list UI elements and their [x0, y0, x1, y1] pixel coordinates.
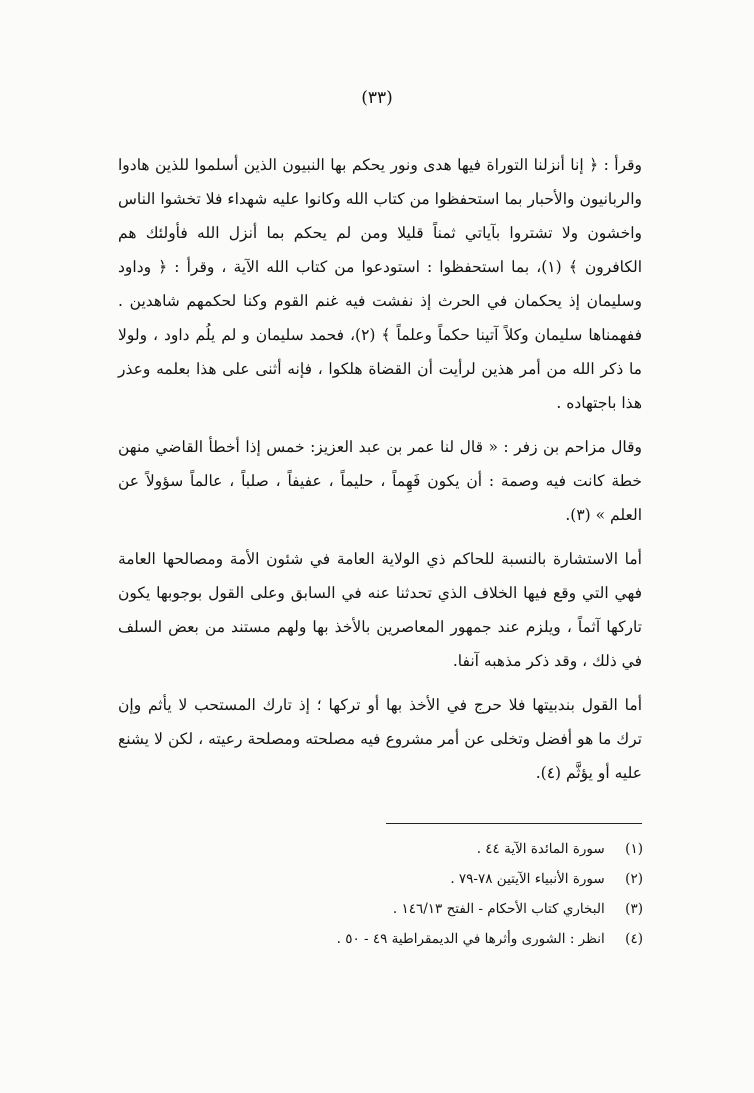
footnote-4	[300, 924, 643, 954]
footnote-number: (١)	[625, 841, 643, 857]
footnote-number: (٣)	[625, 901, 643, 917]
paragraph-muzahim-quote: وقال مزاحم بن زفر : « قال لنا عمر بن عبد العزيز: خمس إذا أخطأ القاضي منهن خطة كانت فيه وصمة : أن يكون فَهِماً ، حليماً ، عفيفاً ، صلباً ، عالماً سؤولاً عن العلم » (٣).	[118, 438, 642, 524]
footnote-text: البخاري كتاب الأحكام - الفتح ١٤٦/١٣ .	[392, 901, 605, 917]
footnote-text: انظر : الشورى وأثرها في الديمقراطية ٤٩ - ٥٠ .	[336, 931, 605, 947]
footnote-text: سورة الأنبياء الآيتين ٧٨-٧٩ .	[450, 871, 605, 887]
footnote-1	[300, 834, 643, 864]
footnote-number: (٤)	[625, 931, 643, 947]
footnote-separator	[386, 823, 642, 824]
footnote-3	[300, 894, 643, 924]
footnotes	[300, 834, 643, 954]
footnote-number: (٢)	[625, 871, 643, 887]
paragraph-recommendation: أما القول بندبيتها فلا حرج في الأخذ بها أو تركها ؛ إذ تارك المستحب لا يأثم وإن ترك ما هو أفضل وتخلى عن أمر مشروع فيه مصلحته ومصلحة رعيته ، لكن لا يشنع عليه أو يؤثَّم (٤).	[118, 696, 642, 782]
paragraph-consultation: أما الاستشارة بالنسبة للحاكم ذي الولاية العامة في شئون الأمة ومصالحها العامة فهي التي وقع فيها الخلاف الذي تحدثنا عنه في السابق وعلى القول بوجوبها يكون تاركها آثماً ، ويلزم عند جمهور المعاصرين بالأخذ بها ولهم مستند من بعض السلف في ذلك ، وقد ذكر مذهبه آنفا.	[118, 550, 642, 670]
footnote-2	[300, 864, 643, 894]
paragraph-quran-citations: وقرأ : ﴿ إنا أنزلنا التوراة فيها هدى ونور يحكم بها النبيون الذين أسلموا للذين هادوا والربانيون والأحبار بما استحفظوا من كتاب الله وكانوا عليه شهداء فلا تخشوا الناس واخشون ولا تشتروا بآياتي ثمناً قليلا ومن لم يحكم بما أنزل الله فأولئك هم الكافرون ﴾ (١)، بما استحفظوا : استودعوا من كتاب الله الآية ، وقرأ : ﴿ وداود وسليمان إذ يحكمان في الحرث إذ نفشت فيه غنم القوم وكنا لحكمهم شاهدين . ففهمناها سليمان وكلاً آتينا حكماً وعلماً ﴾ (٢)، فحمد سليمان و لم يلُم داود ، ولولا ما ذكر الله من أمر هذين لرأيت أن القضاة هلكوا ، فإنه أثنى على هذا بعلمه وعذر هذا باجتهاده .	[118, 156, 643, 412]
main-text	[118, 148, 642, 800]
page-number: (٣٣)	[361, 88, 393, 108]
footnote-text: سورة المائدة الآية ٤٤ .	[476, 841, 605, 857]
